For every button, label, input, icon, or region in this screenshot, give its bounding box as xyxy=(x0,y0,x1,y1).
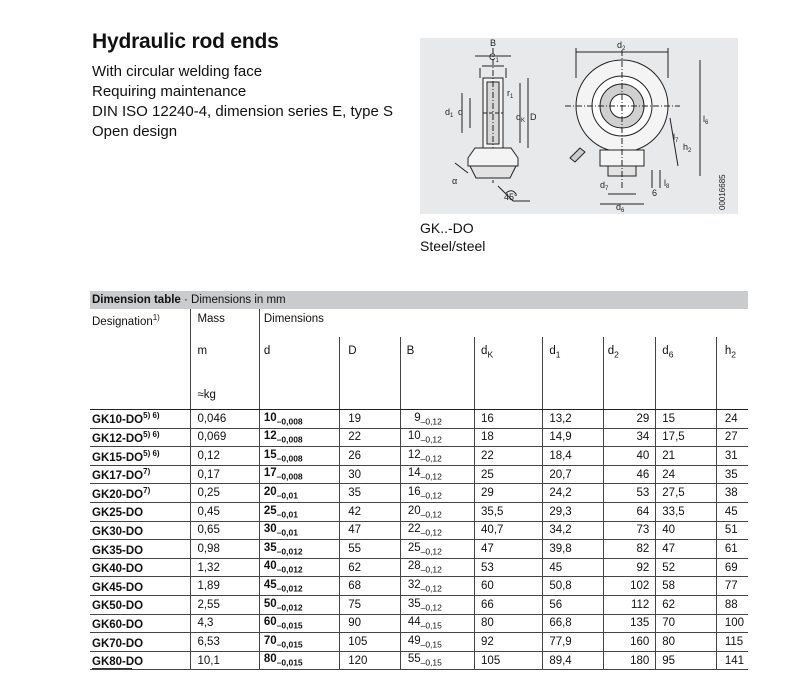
header-B: B xyxy=(400,337,474,385)
cell-B: $32_{-0,12}$ xyxy=(400,577,474,596)
cell-dK: 60 xyxy=(475,577,543,596)
cell-d6: 47 xyxy=(656,540,717,559)
cell-d6: 15 xyxy=(656,410,717,429)
cell-d6: 40 xyxy=(656,521,717,540)
header-designation: Designation$^{1)}$ xyxy=(90,309,191,337)
cell-designation: GK80-DO xyxy=(90,651,191,670)
subtitle-block xyxy=(92,62,393,142)
caption-material: Steel/steel xyxy=(420,238,486,254)
table-row xyxy=(90,614,748,633)
cell-designation: $GK10-DO^{5) 6)}$ xyxy=(90,410,191,429)
subtitle-line: With circular welding face xyxy=(92,63,263,80)
drawing-code: 00016685 xyxy=(718,174,727,210)
cell-D: 35 xyxy=(340,484,400,503)
header-d: d xyxy=(259,337,339,385)
cell-B: $28_{-0,12}$ xyxy=(400,558,474,577)
cell-d1: 39,8 xyxy=(543,540,603,559)
header-d2: $d_2$ xyxy=(603,337,656,385)
cell-dK: 18 xyxy=(475,428,543,447)
cell-B: $49_{-0,15}$ xyxy=(400,633,474,652)
header-d6: $d_6$ xyxy=(656,337,717,385)
cell-d1: 66,8 xyxy=(543,614,603,633)
cell-dK: 16 xyxy=(475,410,543,429)
cell-d6: 58 xyxy=(656,577,717,596)
cell-d6: 21 xyxy=(656,447,717,466)
caption-type: GK..-DO xyxy=(420,220,474,236)
cell-B: $16_{-0,12}$ xyxy=(400,484,474,503)
cell-d: $45_{-0,012}$ xyxy=(259,577,339,596)
cell-d1: 13,2 xyxy=(543,410,603,429)
front-view-drawing xyxy=(565,48,700,204)
cell-mass: 1,89 xyxy=(191,577,259,596)
cell-h2: 141 xyxy=(716,651,748,670)
cell-B: $20_{-0,12}$ xyxy=(400,502,474,521)
table-header-row xyxy=(90,309,748,337)
cell-designation: $GK12-DO^{5) 6)}$ xyxy=(90,428,191,447)
cell-d: $80_{-0,015}$ xyxy=(259,651,339,670)
cell-designation: GK25-DO xyxy=(90,502,191,521)
cell-mass: 1,32 xyxy=(191,558,259,577)
cell-d6: 33,5 xyxy=(656,502,717,521)
cell-h2: 51 xyxy=(716,521,748,540)
cell-B: $12_{-0,12}$ xyxy=(400,447,474,466)
cell-d: $60_{-0,015}$ xyxy=(259,614,339,633)
cell-D: 62 xyxy=(340,558,400,577)
cell-mass: 0,45 xyxy=(191,502,259,521)
header-m: m xyxy=(191,337,259,385)
cell-h2: 100 xyxy=(716,614,748,633)
cell-mass: 6,53 xyxy=(191,633,259,652)
table-row xyxy=(90,484,748,503)
header-unit: ≈kg xyxy=(191,385,259,410)
cell-d6: 24 xyxy=(656,465,717,484)
cell-d: $20_{-0,01}$ xyxy=(259,484,339,503)
cell-d6: 70 xyxy=(656,614,717,633)
cell-D: 68 xyxy=(340,577,400,596)
cell-dK: 66 xyxy=(475,595,543,614)
cell-d1: 29,3 xyxy=(543,502,603,521)
cell-d2: 160 xyxy=(603,633,656,652)
cell-designation: GK30-DO xyxy=(90,521,191,540)
cell-designation: GK50-DO xyxy=(90,595,191,614)
cell-dK: 105 xyxy=(475,651,543,670)
cell-designation: GK20-DO$^{7)}$ xyxy=(90,484,191,503)
cell-d: $40_{-0,012}$ xyxy=(259,558,339,577)
cell-D: 47 xyxy=(340,521,400,540)
cell-D: 30 xyxy=(340,465,400,484)
table-row xyxy=(90,577,748,596)
header-d1: $d_1$ xyxy=(543,337,603,385)
cell-d: $30_{-0,01}$ xyxy=(259,521,339,540)
cell-B: $22_{-0,12}$ xyxy=(400,521,474,540)
table-row xyxy=(90,558,748,577)
cell-dK: 35,5 xyxy=(475,502,543,521)
cell-d6: 80 xyxy=(656,633,717,652)
cell-D: 105 xyxy=(340,633,400,652)
label-d: d xyxy=(458,107,464,117)
label-h2: $h_2$ xyxy=(683,142,692,154)
cell-h2: 24 xyxy=(716,410,748,429)
cell-d: $15_{-0,008}$ xyxy=(259,447,339,466)
table-row xyxy=(90,633,748,652)
label-l6: $l_6$ xyxy=(703,114,709,126)
dimension-table xyxy=(90,291,748,670)
cell-d6: 95 xyxy=(656,651,717,670)
cell-mass: 0,12 xyxy=(191,447,259,466)
cell-d2: 82 xyxy=(603,540,656,559)
cell-D: 55 xyxy=(340,540,400,559)
cell-d1: 77,9 xyxy=(543,633,603,652)
cell-d: $12_{-0,008}$ xyxy=(259,428,339,447)
cell-d2: 40 xyxy=(603,447,656,466)
cell-mass: 4,3 xyxy=(191,614,259,633)
cell-B: $9_{-0,12}$ xyxy=(400,410,474,429)
label-d6: $d_6$ xyxy=(616,202,625,214)
cell-d2: 29 xyxy=(603,410,656,429)
cell-d2: 53 xyxy=(603,484,656,503)
technical-drawing xyxy=(420,38,738,214)
cell-d2: 92 xyxy=(603,558,656,577)
label-r1: $r_1$ xyxy=(507,88,514,100)
cell-mass: 0,069 xyxy=(191,428,259,447)
cell-B: $14_{-0,12}$ xyxy=(400,465,474,484)
cell-mass: 10,1 xyxy=(191,651,259,670)
label-alpha: α xyxy=(452,176,458,186)
label-six: 6 xyxy=(652,188,658,198)
cell-D: 75 xyxy=(340,595,400,614)
cell-d1: 24,2 xyxy=(543,484,603,503)
cell-designation: GK60-DO xyxy=(90,614,191,633)
cell-d1: 45 xyxy=(543,558,603,577)
cell-d: $70_{-0,015}$ xyxy=(259,633,339,652)
subtitle-line: Requiring maintenance xyxy=(92,83,247,100)
figure-caption xyxy=(420,219,485,255)
cell-h2: 38 xyxy=(716,484,748,503)
cell-designation: GK17-DO$^{7)}$ xyxy=(90,465,191,484)
cell-h2: 77 xyxy=(716,577,748,596)
cell-d2: 112 xyxy=(603,595,656,614)
table-row xyxy=(90,540,748,559)
cell-d6: 17,5 xyxy=(656,428,717,447)
label-d1: $d_1$ xyxy=(445,107,454,119)
footnote-rule xyxy=(92,668,132,669)
header-D: D xyxy=(340,337,400,385)
cell-d2: 135 xyxy=(603,614,656,633)
cell-d: $50_{-0,012}$ xyxy=(259,595,339,614)
subtitle-line: DIN ISO 12240-4, dimension series E, type S xyxy=(92,103,393,120)
cell-h2: 35 xyxy=(716,465,748,484)
cell-d: $35_{-0,012}$ xyxy=(259,540,339,559)
cell-d2: 73 xyxy=(603,521,656,540)
cell-d2: 46 xyxy=(603,465,656,484)
cell-designation: $GK15-DO^{5) 6)}$ xyxy=(90,447,191,466)
cell-h2: 31 xyxy=(716,447,748,466)
table-title-row xyxy=(90,291,748,309)
cell-D: 42 xyxy=(340,502,400,521)
cell-designation: GK70-DO xyxy=(90,633,191,652)
cell-mass: 0,046 xyxy=(191,410,259,429)
cell-d: $10_{-0,008}$ xyxy=(259,410,339,429)
label-l8: $l_8$ xyxy=(664,178,670,190)
cell-d: $17_{-0,008}$ xyxy=(259,465,339,484)
cell-D: 22 xyxy=(340,428,400,447)
cell-mass: 0,17 xyxy=(191,465,259,484)
label-dK: $d_K$ xyxy=(516,112,526,124)
cell-d2: 34 xyxy=(603,428,656,447)
page-title: Hydraulic rod ends xyxy=(92,30,279,53)
table-row xyxy=(90,410,748,429)
cell-d1: 50,8 xyxy=(543,577,603,596)
cell-h2: 115 xyxy=(716,633,748,652)
table-row xyxy=(90,465,748,484)
cell-designation: GK40-DO xyxy=(90,558,191,577)
cell-d2: 102 xyxy=(603,577,656,596)
cell-designation: GK45-DO xyxy=(90,577,191,596)
cell-designation: GK35-DO xyxy=(90,540,191,559)
cell-h2: 61 xyxy=(716,540,748,559)
cell-d1: 20,7 xyxy=(543,465,603,484)
cell-mass: 2,55 xyxy=(191,595,259,614)
cell-d1: 18,4 xyxy=(543,447,603,466)
table-row xyxy=(90,502,748,521)
cell-dK: 80 xyxy=(475,614,543,633)
cell-d6: 52 xyxy=(656,558,717,577)
cell-dK: 92 xyxy=(475,633,543,652)
table-row xyxy=(90,521,748,540)
label-B: B xyxy=(490,38,497,48)
cell-B: $25_{-0,12}$ xyxy=(400,540,474,559)
cell-D: 120 xyxy=(340,651,400,670)
cell-mass: 0,25 xyxy=(191,484,259,503)
label-d7: $d_7$ xyxy=(600,180,609,192)
cell-h2: 69 xyxy=(716,558,748,577)
cell-mass: 0,65 xyxy=(191,521,259,540)
header-h2: $h_2$ xyxy=(724,345,736,360)
header-dimensions: Dimensions xyxy=(263,313,324,325)
subtitle-line: Open design xyxy=(92,123,178,140)
cell-B: $44_{-0,15}$ xyxy=(400,614,474,633)
cell-dK: 40,7 xyxy=(475,521,543,540)
cell-mass: 0,98 xyxy=(191,540,259,559)
cell-D: 26 xyxy=(340,447,400,466)
cell-d: $25_{-0,01}$ xyxy=(259,502,339,521)
table-title-units: · Dimensions in mm xyxy=(180,294,286,306)
cell-B: $35_{-0,12}$ xyxy=(400,595,474,614)
label-d2: $d_2$ xyxy=(617,40,626,52)
cell-d2: 180 xyxy=(603,651,656,670)
label-C1: $C_1$ xyxy=(489,52,499,64)
cell-d1: 34,2 xyxy=(543,521,603,540)
cell-d1: 89,4 xyxy=(543,651,603,670)
header-dK: $d_K$ xyxy=(475,337,543,385)
side-view-drawing xyxy=(455,48,530,201)
cell-d1: 14,9 xyxy=(543,428,603,447)
cell-dK: 29 xyxy=(475,484,543,503)
table-row xyxy=(90,428,748,447)
table-row xyxy=(90,595,748,614)
cell-B: $55_{-0,15}$ xyxy=(400,651,474,670)
header-mass: Mass xyxy=(191,309,259,337)
cell-dK: 47 xyxy=(475,540,543,559)
cell-dK: 53 xyxy=(475,558,543,577)
cell-d1: 56 xyxy=(543,595,603,614)
cell-B: $10_{-0,12}$ xyxy=(400,428,474,447)
label-l7: $l_7$ xyxy=(673,132,679,144)
cell-dK: 22 xyxy=(475,447,543,466)
label-D: D xyxy=(530,112,537,122)
cell-h2: 45 xyxy=(716,502,748,521)
table-title: Dimension table xyxy=(92,294,181,306)
table-unit-row xyxy=(90,385,748,410)
cell-dK: 25 xyxy=(475,465,543,484)
cell-h2: 88 xyxy=(716,595,748,614)
label-angle: 45° xyxy=(504,192,518,202)
cell-D: 19 xyxy=(340,410,400,429)
cell-h2: 27 xyxy=(716,428,748,447)
cell-d2: 64 xyxy=(603,502,656,521)
cell-d6: 62 xyxy=(656,595,717,614)
table-row xyxy=(90,447,748,466)
cell-D: 90 xyxy=(340,614,400,633)
table-subheader-row xyxy=(90,337,748,385)
table-row xyxy=(90,651,748,670)
cell-d6: 27,5 xyxy=(656,484,717,503)
